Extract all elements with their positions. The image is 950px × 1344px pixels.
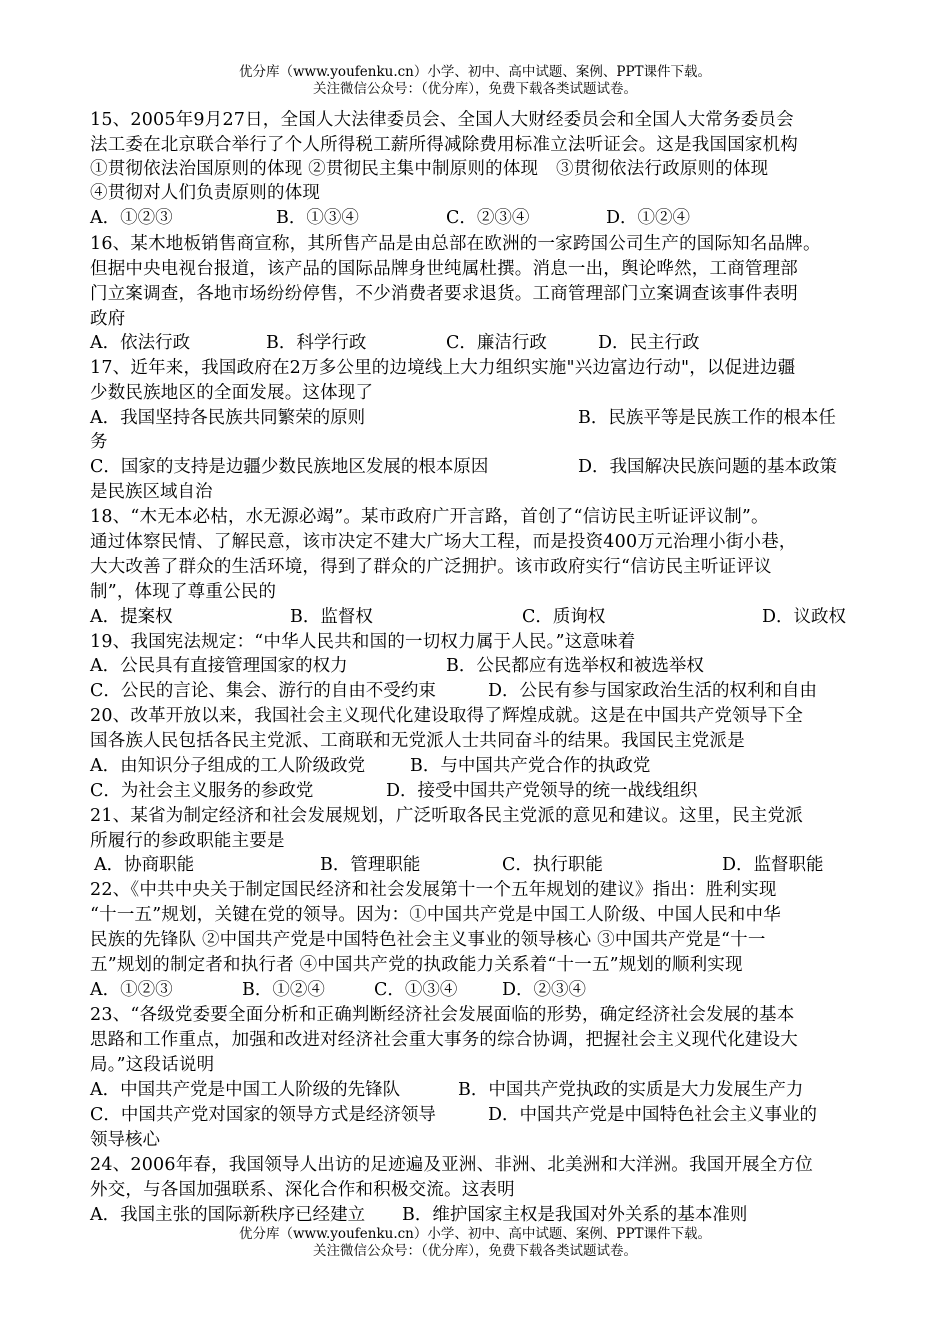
- q15-line-4: ④贯彻对人们负责原则的体现: [90, 183, 321, 203]
- q15-option-a: A．①②③: [90, 208, 173, 228]
- q17-option-d: D．我国解决民族问题的基本政策: [578, 457, 838, 477]
- q17-option-b-cont: 务: [90, 432, 108, 452]
- header-line-2: 关注微信公众号：（优分库），免费下载各类试题试卷。: [313, 81, 637, 97]
- q24-line-2: 外交，与各国加强联系、深化合作和积极交流。这表明: [90, 1180, 515, 1200]
- q24-line-1: 24、2006年春，我国领导人出访的足迹遍及亚洲、非洲、北美洲和大洋洲。我国开展全方位: [90, 1155, 813, 1175]
- q17-line-2: 少数民族地区的全面发展。这体现了: [90, 383, 374, 403]
- q24-option-b: B．维护国家主权是我国对外关系的基本准则: [402, 1205, 748, 1225]
- q20-option-c: C．为社会主义服务的参政党: [90, 781, 314, 801]
- q17-option-c: C．国家的支持是边疆少数民族地区发展的根本原因: [90, 457, 489, 477]
- q20-line-2: 国各族人民包括各民主党派、工商联和无党派人士共同奋斗的结果。我国民主党派是: [90, 731, 745, 751]
- q16-line-3: 门立案调查，各地市场纷纷停售，不少消费者要求退货。工商管理部门立案调查该事件表明: [90, 284, 798, 304]
- q18-option-c: C．质询权: [522, 607, 606, 627]
- q19-option-a: A．公民具有直接管理国家的权力: [90, 656, 348, 676]
- q23-option-c: C．中国共产党对国家的领导方式是经济领导: [90, 1105, 436, 1125]
- q18-option-d: D．议政权: [762, 607, 847, 627]
- q15-line-3: ①贯彻依法治国原则的体现 ②贯彻民主集中制原则的体现 ③贯彻依法行政原则的体现: [90, 159, 769, 179]
- q15-option-c: C．②③④: [446, 208, 530, 228]
- q20-option-b: B．与中国共产党合作的执政党: [410, 756, 651, 776]
- q21-line-1: 21、某省为制定经济和社会发展规划，广泛听取各民主党派的意见和建议。这里，民主党派: [90, 806, 803, 826]
- q21-line-2: 所履行的参政职能主要是: [90, 831, 285, 851]
- q22-option-d: D．②③④: [502, 980, 587, 1000]
- q19-option-b: B．公民都应有选举权和被选举权: [446, 656, 704, 676]
- page-header: [0, 64, 950, 98]
- footer-line-1: 优分库（www.youfenku.cn）小学、初中、高中试题、案例、PPT课件下载。: [238, 1226, 712, 1242]
- q17-option-d-cont: 是民族区域自治: [90, 482, 213, 502]
- q23-line-3: 局。”这段话说明: [90, 1055, 215, 1075]
- q16-line-2: 但据中央电视台报道，该产品的国际品牌身世纯属杜撰。消息一出，舆论哗然，工商管理部: [90, 259, 798, 279]
- q17-line-1: 17、近年来，我国政府在2万多公里的边境线上大力组织实施"兴边富边行动"，以促进边疆: [90, 358, 796, 378]
- q15-line-1: 15、2005年9月27日，全国人大法律委员会、全国人大财经委员会和全国人大常务委员会: [90, 110, 794, 130]
- q15-option-d: D．①②④: [606, 208, 691, 228]
- q22-option-c: C．①③④: [374, 980, 458, 1000]
- q16-line-4: 政府: [90, 309, 126, 329]
- q16-option-d: D．民主行政: [598, 333, 700, 353]
- q18-option-b: B．监督权: [290, 607, 373, 627]
- q23-option-b: B．中国共产党执政的实质是大力发展生产力: [458, 1080, 804, 1100]
- q21-option-d: D．监督职能: [722, 855, 824, 875]
- q15-option-b: B．①③④: [276, 208, 359, 228]
- q17-option-a: A．我国坚持各民族共同繁荣的原则: [90, 408, 366, 428]
- q18-line-3: 大大改善了群众的生活环境，得到了群众的广泛拥护。该市政府实行“信访民主听证评议: [90, 557, 772, 577]
- q17-option-b: B．民族平等是民族工作的根本任: [578, 408, 836, 428]
- q20-option-a: A．由知识分子组成的工人阶级政党: [90, 756, 366, 776]
- q16-option-a: A．依法行政: [90, 333, 191, 353]
- q18-line-2: 通过体察民情、了解民意，该市决定不建大广场大工程，而是投资400万元治理小街小巷，: [90, 532, 797, 552]
- q19-line-1: 19、我国宪法规定：“中华人民共和国的一切权力属于人民。”这意味着: [90, 632, 636, 652]
- page-footer: [0, 1226, 950, 1260]
- q21-option-b: B．管理职能: [320, 855, 421, 875]
- q22-line-3: 民族的先锋队 ②中国共产党是中国特色社会主义事业的领导核心 ③中国共产党是“十一: [90, 930, 766, 950]
- q20-line-1: 20、改革开放以来，我国社会主义现代化建设取得了辉煌成就。这是在中国共产党领导下全: [90, 706, 803, 726]
- header-line-1: 优分库（www.youfenku.cn）小学、初中、高中试题、案例、PPT课件下载。: [238, 64, 712, 80]
- q22-line-4: 五”规划的制定者和执行者 ④中国共产党的执政能力关系着“十一五”规划的顺利实现: [90, 955, 743, 975]
- q16-option-b: B．科学行政: [266, 333, 367, 353]
- q20-option-d: D．接受中国共产党领导的统一战线组织: [386, 781, 698, 801]
- q22-line-1: 22、《中共中央关于制定国民经济和社会发展第十一个五年规划的建议》指出：胜利实现: [90, 880, 777, 900]
- q21-option-a: A．协商职能: [94, 855, 195, 875]
- q23-option-a: A．中国共产党是中国工人阶级的先锋队: [90, 1080, 401, 1100]
- q18-line-1: 18、“木无本必枯，水无源必竭”。某市政府广开言路，首创了“信访民主听证评议制”。: [90, 507, 769, 527]
- q21-option-c: C．执行职能: [502, 855, 603, 875]
- q16-line-1: 16、某木地板销售商宣称，其所售产品是由总部在欧洲的一家跨国公司生产的国际知名品牌。: [90, 234, 821, 254]
- q24-option-a: A．我国主张的国际新秩序已经建立: [90, 1205, 366, 1225]
- q22-option-b: B．①②④: [242, 980, 325, 1000]
- q22-line-2: “十一五”规划，关键在党的领导。因为：①中国共产党是中国工人阶级、中国人民和中华: [90, 905, 781, 925]
- q19-option-c: C．公民的言论、集会、游行的自由不受约束: [90, 681, 436, 701]
- q23-line-2: 思路和工作重点，加强和改进对经济社会重大事务的综合协调，把握社会主义现代化建设大: [90, 1030, 798, 1050]
- q23-option-d: D．中国共产党是中国特色社会主义事业的: [488, 1105, 818, 1125]
- q18-option-a: A．提案权: [90, 607, 173, 627]
- q19-option-d: D．公民有参与国家政治生活的权利和自由: [488, 681, 818, 701]
- q18-line-4: 制”，体现了尊重公民的: [90, 582, 277, 602]
- q15-line-2: 法工委在北京联合举行了个人所得税工薪所得减除费用标准立法听证会。这是我国国家机构: [90, 135, 798, 155]
- q23-option-d-cont: 领导核心: [90, 1130, 160, 1150]
- q22-option-a: A．①②③: [90, 980, 173, 1000]
- q16-option-c: C．廉洁行政: [446, 333, 547, 353]
- q23-line-1: 23、“各级党委要全面分析和正确判断经济社会发展面临的形势，确定经济社会发展的基本: [90, 1005, 795, 1025]
- footer-line-2: 关注微信公众号：（优分库），免费下载各类试题试卷。: [313, 1243, 637, 1259]
